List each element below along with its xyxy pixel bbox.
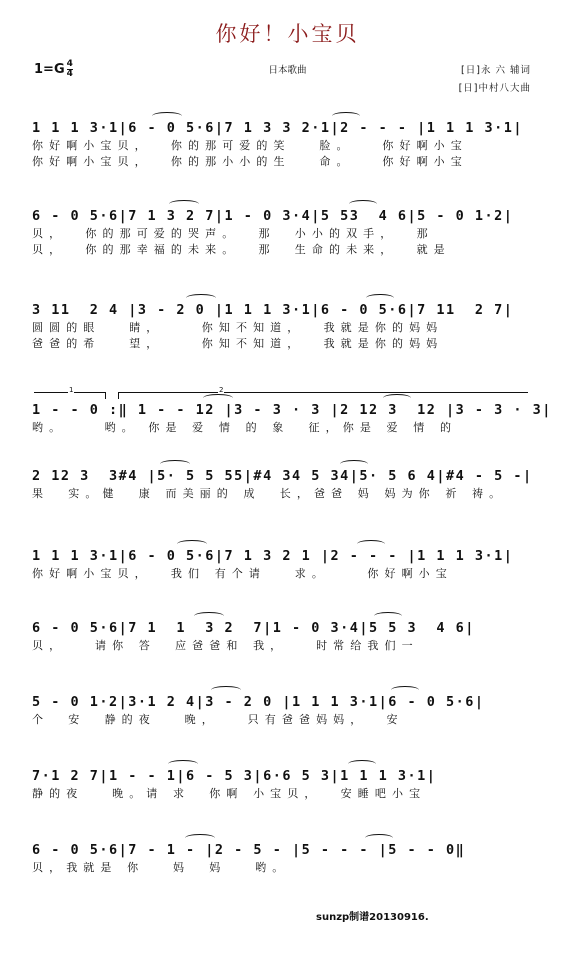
lyric-line: 个 安 静的夜 晚， 只有爸爸妈妈， 安 xyxy=(32,713,404,726)
notation-system xyxy=(32,300,537,352)
note-line: 6 - 0 5·6|7 - 1 - |2 - 5 - |5 - - - |5 - - 0‖ xyxy=(32,842,466,858)
note-line: 7·1 2 7|1 - - 1|6 - 5 3|6·6 5 3|1 1 1 3·1| xyxy=(32,768,437,784)
lyric-line: 爸爸的希 望， 你知不知道， 我就是你的妈妈 xyxy=(32,337,444,350)
slur-mark xyxy=(203,394,233,402)
slur-mark xyxy=(366,294,394,302)
lyric-line: 静的夜 晚。请 求 你啊 小宝贝， 安睡吧小宝 xyxy=(32,787,427,800)
notation-system xyxy=(32,206,537,258)
second-ending-number: 2 xyxy=(219,386,224,394)
slur-mark xyxy=(177,540,207,548)
slur-mark xyxy=(211,686,241,694)
slur-mark xyxy=(349,200,377,208)
slur-mark xyxy=(357,540,385,548)
time-bottom: 4 xyxy=(66,69,73,79)
slur-mark xyxy=(391,686,419,694)
slur-mark xyxy=(340,460,368,468)
note-line: 2 12 3 3#4 |5· 5 5 55|#4 34 5 34|5· 5 6 4|#4 - 5 -| xyxy=(32,468,533,484)
second-ending-bracket xyxy=(118,388,528,394)
notation-system xyxy=(32,546,537,582)
slur-mark xyxy=(152,112,182,120)
lyric-line: 你好啊小宝贝， 你的那可爱的笑 脸。 你好啊小宝 xyxy=(32,139,468,152)
note-line: 1 - - 0 :‖ 1 - - 12 |3 - 3 · 3 |2 12 3 12 |3 - 3 · 3| xyxy=(32,402,552,418)
time-top: 4 xyxy=(66,59,73,69)
slur-mark xyxy=(332,112,360,120)
slur-mark xyxy=(374,612,402,620)
lyric-line: 哟。 哟。 你是 爱 情 的 象 征，你是 爱 情 的 xyxy=(32,421,458,434)
lyric-line: 果 实。健 康 而美丽的 成 长，爸爸 妈 妈为你 祈 祷。 xyxy=(32,487,507,500)
slur-mark xyxy=(383,394,411,402)
slur-mark xyxy=(348,760,376,768)
composer-credit: [日]中村八大曲 xyxy=(458,83,531,94)
notation-system xyxy=(32,692,537,728)
lyric-line: 贝， 你的那可爱的哭声。 那 小小的双手， 那 xyxy=(32,227,434,240)
lyricist-credit: [日]永 六 辅词 xyxy=(461,65,531,76)
key-text: 1=G xyxy=(34,62,65,77)
note-line: 6 - 0 5·6|7 1 1 3 2 7|1 - 0 3·4|5 5 3 4 6| xyxy=(32,620,475,636)
note-line: 1 1 1 3·1|6 - 0 5·6|7 1 3 3 2·1|2 - - - |1 1 1 3·1| xyxy=(32,120,524,136)
lyric-line: 贝， 你的那幸福的未来。 那 生命的未来， 就是 xyxy=(32,243,451,256)
note-line: 6 - 0 5·6|7 1 3 2 7|1 - 0 3·4|5 53 4 6|5 - 0 1·2| xyxy=(32,208,514,224)
note-line: 1 1 1 3·1|6 - 0 5·6|7 1 3 2 1 |2 - - - |1 1 1 3·1| xyxy=(32,548,514,564)
first-ending-number: 1 xyxy=(69,386,74,394)
slur-mark xyxy=(169,200,199,208)
slur-mark xyxy=(194,612,224,620)
note-line: 3 11 2 4 |3 - 2 0 |1 1 1 3·1|6 - 0 5·6|7 11 2 7| xyxy=(32,302,514,318)
lyric-line: 贝，我就是 你 妈 妈 哟。 xyxy=(32,861,290,874)
slur-mark xyxy=(186,294,216,302)
footer-credit: sunzp制谱20130916. xyxy=(316,912,429,923)
notation-system xyxy=(32,840,537,876)
slur-mark xyxy=(365,834,393,842)
slur-mark xyxy=(168,760,198,768)
lyric-line: 贝， 请你 答 应爸爸和 我， 时常给我们一 xyxy=(32,639,419,652)
notation-system xyxy=(32,466,537,502)
song-title: 你好！小宝贝 xyxy=(215,22,360,46)
notation-system xyxy=(32,386,552,436)
notation-system xyxy=(32,766,537,802)
slur-mark xyxy=(160,460,190,468)
slur-mark xyxy=(185,834,215,842)
note-line: 5 - 0 1·2|3·1 2 4|3 - 2 0 |1 1 1 3·1|6 - 0 5·6| xyxy=(32,694,485,710)
lyric-line: 你好啊小宝贝， 你的那小小的生 命。 你好啊小宝 xyxy=(32,155,468,168)
lyric-line: 你好啊小宝贝， 我们 有个请 求。 你好啊小宝 xyxy=(32,567,453,580)
notation-system xyxy=(32,618,537,654)
song-origin: 日本歌曲 xyxy=(268,65,307,76)
notation-system xyxy=(32,118,537,170)
first-ending-bracket xyxy=(34,388,106,394)
lyric-line: 圆圆的眼 睛， 你知不知道， 我就是你的妈妈 xyxy=(32,321,444,334)
